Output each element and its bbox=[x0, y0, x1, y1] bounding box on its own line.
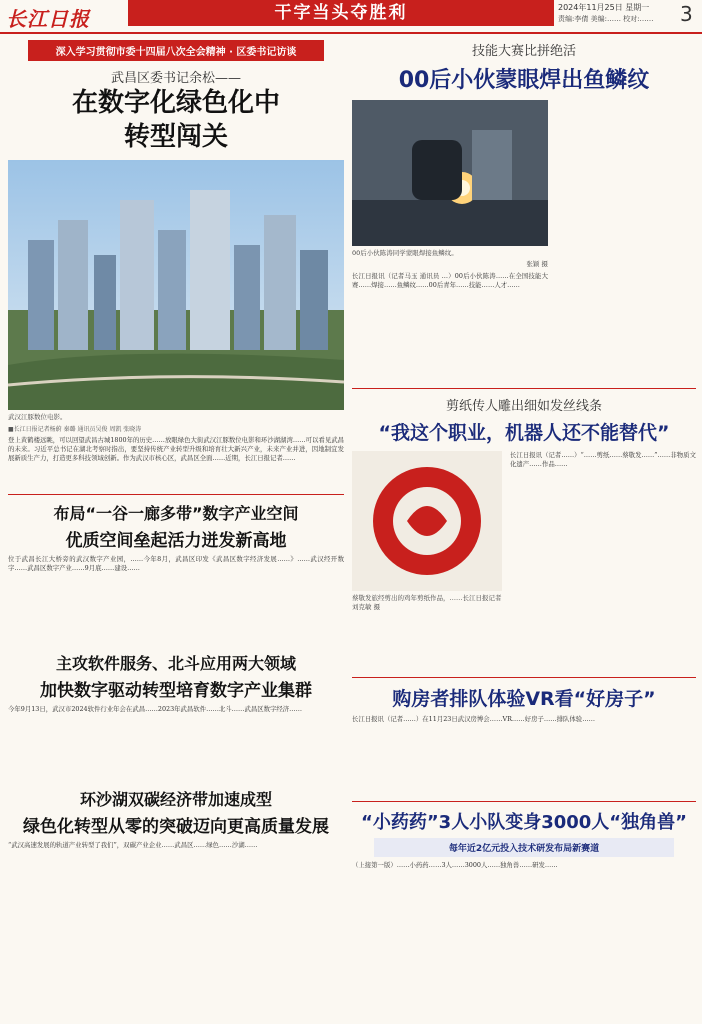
section3-subtitle: 绿色化转型从零的突破迈向更高质量发展 bbox=[23, 817, 329, 837]
series-tag: 深入学习贯彻市委十四届八次全会精神 · 区委书记访谈 bbox=[28, 40, 324, 61]
article1-caption: 00后小伙陈涛同学蒙眼焊接鱼鳞纹。 bbox=[352, 249, 458, 257]
lead-photo bbox=[8, 160, 344, 410]
section1-title: 布局“一谷一廊多带”数字产业空间 bbox=[53, 504, 299, 523]
section3-text: “武汉高速发展的轨道产业转型了我们”，双碳产业企业……武昌区……绿色……沙湖…… bbox=[8, 841, 258, 849]
masthead bbox=[0, 0, 702, 34]
article1-headline: 00后小伙蒙眼焊出鱼鳞纹 bbox=[398, 68, 650, 93]
welding-image bbox=[352, 100, 548, 246]
issue-date: 2024年11月25日 星期一 bbox=[558, 3, 650, 12]
lead-intro: 登上黄鹤楼远眺，可以回望武昌古城1800年的历史……放眼绿色大街武汉江豚数位电影和环沙湖湖湾……可以看见武昌的未来。习近平总书记在湖北考察时指出，要坚持传统产业转型升级和培育壮大新兴产业，未来产业并进，因地制宜发展新质生产力，打造更多科技领域创新。作为武汉市核心区，武昌区全面……近期，长江日报记者…… bbox=[8, 436, 344, 462]
editor-credits: 责编:李倩 美编:…… 校对:…… bbox=[558, 15, 654, 23]
article1-kicker: 技能大赛比拼绝活 bbox=[471, 44, 576, 59]
papercut-image bbox=[352, 451, 502, 591]
section3-title: 环沙湖双碳经济带加速成型 bbox=[79, 790, 272, 809]
article2-text: 长江日报讯（记者……）“……剪纸……蔡敬发……”……非物质文化遗产……作品…… bbox=[510, 451, 696, 468]
newspaper-logo: 长江日报 bbox=[6, 7, 90, 31]
article4-subhead: 每年近2亿元投入技术研发布局新赛道 bbox=[374, 838, 674, 857]
section2-subtitle: 加快数字驱动转型培育数字产业集群 bbox=[40, 681, 312, 701]
article3-headline: 购房者排队体验VR看“好房子” bbox=[392, 688, 656, 710]
lead-photo-caption: 武汉江豚数位电影。 bbox=[8, 413, 67, 421]
article1-photo bbox=[352, 100, 548, 246]
cityscape-image bbox=[8, 160, 344, 410]
divider bbox=[352, 801, 696, 802]
article2-kicker: 剪纸传人雕出细如发丝线条 bbox=[445, 399, 602, 414]
section2-text: 今年9月13日，武汉市2024软件行业年会在武昌……2023年武昌软件……北斗……武昌区数字经济…… bbox=[8, 705, 302, 713]
article4-headline: “小药药”3人小队变身3000人“独角兽” bbox=[361, 812, 687, 833]
article3-text: 长江日报讯（记者……）在11月23日武汉房博会……VR……好房子……排队体验…… bbox=[352, 715, 595, 723]
section-banner: 干字当头夺胜利 bbox=[128, 0, 554, 26]
lead-byline: ■长江日报记者杨蔚 秦璐 通讯员吴俊 周凯 张晓涛 bbox=[8, 426, 142, 433]
article2-photo bbox=[352, 451, 502, 591]
right-column bbox=[352, 40, 696, 941]
lead-kicker: 武昌区委书记余松—— bbox=[110, 71, 241, 86]
divider bbox=[8, 494, 344, 495]
section2-title: 主攻软件服务、北斗应用两大领域 bbox=[55, 654, 296, 673]
article2-headline: “我这个职业，机器人还不能替代” bbox=[378, 422, 670, 444]
lead-headline-line2: 转型闯关 bbox=[123, 122, 228, 152]
section1-text: 位于武昌长江大桥旁的武汉数字产业园，……今年8月，武昌区印发《武昌区数字经济发展……》……武汉经开数字……武昌区数字产业……9月底……建设…… bbox=[8, 555, 344, 572]
article1-credit: 张颖 摄 bbox=[526, 260, 548, 268]
divider bbox=[352, 677, 696, 678]
divider bbox=[352, 388, 696, 389]
section1-subtitle: 优质空间垒起活力迸发新高地 bbox=[65, 531, 287, 551]
article4-text: （上接第一版）……小药药……3人……3000人……独角兽……研发…… bbox=[352, 861, 558, 869]
article1-text-continued bbox=[556, 100, 696, 380]
article2-caption: 蔡敬发旅经剪出的鸡年剪纸作品，……长江日报记者刘克敏 摄 bbox=[352, 594, 502, 611]
page-number: 3 bbox=[680, 2, 693, 26]
left-column bbox=[8, 40, 344, 961]
article1-text: 长江日报讯（记者马玉 通讯员 …）00后小伙陈涛……在全国技能大赛……焊接……鱼鳞纹……00后青年……技能……人才…… bbox=[352, 272, 548, 289]
lead-headline-line1: 在数字化绿色化中 bbox=[71, 88, 280, 118]
